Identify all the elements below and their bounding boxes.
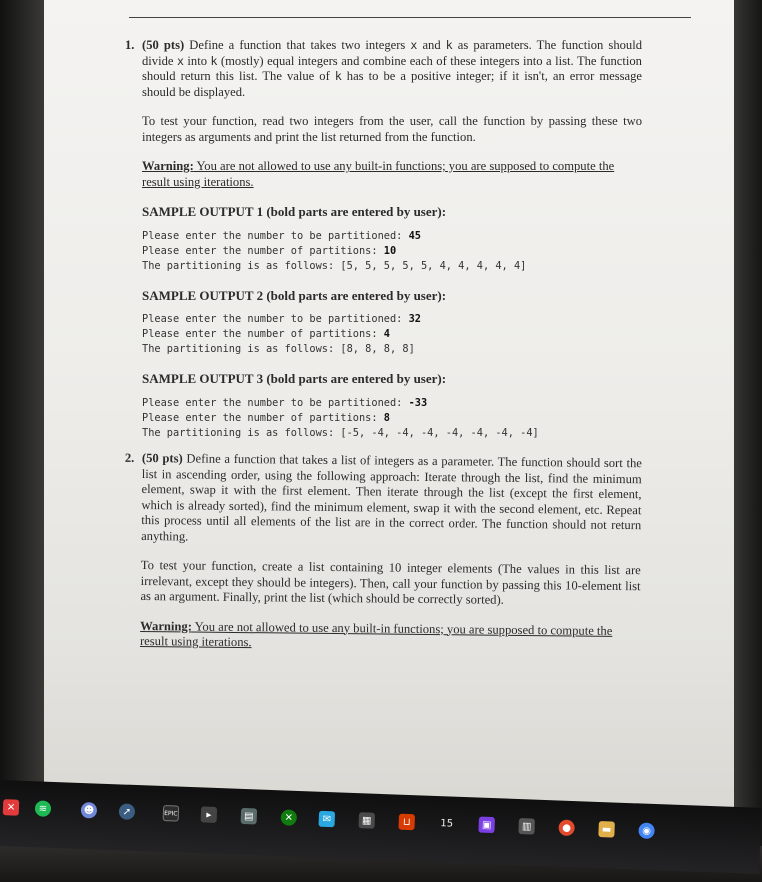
sample-output-2: Please enter the number to be partitioned: 32 Please enter the number of partitions: 4 The partitioning is as follows: [8, 8, 8, 8] [142, 313, 421, 355]
question-1-test-text: To test your function, read two integers from the user, call the function by passing these two integers as arguments and print the list returned from the function. [142, 114, 642, 144]
question-2-number: 2. [124, 450, 135, 465]
document-page [44, 0, 734, 812]
office-icon[interactable]: ⊔ [398, 814, 415, 831]
calculator-icon[interactable]: ▦ [358, 812, 375, 829]
document-content [124, 38, 643, 649]
question-2-intro: (50 pts) Define a function that takes a list of integers as a parameter. The function should sort the list in ascending order, using the following approach: Iterate through the list, find the minimum element, swap it with the first element. Then iterate through the list (except the first element, which is already sorted), find the minimum element, swap it with the second element, etc. Repeat this process until all elements of the list are in the correct order. The function should not return anything. [141, 450, 642, 543]
question-1-number: 1. [125, 38, 135, 52]
store-icon[interactable]: ▥ [518, 818, 535, 835]
header-rule [129, 17, 691, 18]
steam-icon[interactable]: ➚ [119, 803, 136, 820]
question-1-intro: (50 pts) Define a function that takes two integers x and k as parameters. The function should divide x into k (mostly) equal integers and combine each of these integers into a list. The function should return this list. The value of k has to be a positive integer; if it isn't, an error message should be displayed. [142, 38, 643, 99]
monitor-bezel-left [0, 0, 46, 882]
monitor-bezel-right [730, 0, 762, 882]
folder-icon[interactable]: ▬ [598, 821, 615, 838]
sample-output-3-title: SAMPLE OUTPUT 3 (bold parts are entered by user): [142, 371, 447, 386]
sample-output-1-title: SAMPLE OUTPUT 1 (bold parts are entered by user): [142, 204, 447, 219]
question-2 [124, 450, 642, 655]
sample-output-1: Please enter the number to be partitioned: 45 Please enter the number of partitions: 10 The partitioning is as follows: [5, 5, 5, 5, 5, 4, 4, 4, 4, 4] [142, 229, 527, 272]
question-2-warning: Warning: You are not allowed to use any built-in functions; you are supposed to compute the result using iterations. [139, 617, 613, 649]
epic-games-icon[interactable]: EPIC [163, 805, 180, 822]
code-icon[interactable]: ▸ [201, 806, 218, 823]
counter-icon[interactable]: 15 [440, 817, 454, 830]
question-1-warning: Warning: You are not allowed to use any built-in functions; you are supposed to compute the result using iterations. [142, 159, 615, 189]
photos-icon[interactable]: ▣ [478, 817, 495, 834]
red-app-icon[interactable]: ● [558, 820, 575, 837]
xbox-icon[interactable]: ✕ [281, 809, 298, 826]
sample-output-3: Please enter the number to be partitioned: -33 Please enter the number of partitions: 8 The partitioning is as follows: [-5, -4, -4, -4, -4, -4, -4, -4] [142, 396, 539, 439]
question-2-test-text: To test your function, create a list containing 10 integer elements (The values in this list are irrelevant, except they should be integers). Then, call your function by passing this 10-element list as an argument. Finally, print the list (which should be correctly sorted). [140, 557, 641, 607]
discord-icon[interactable]: ☻ [81, 802, 98, 819]
notes-icon[interactable]: ▤ [241, 808, 258, 825]
sample-output-2-title: SAMPLE OUTPUT 2 (bold parts are entered by user): [142, 287, 447, 303]
spotify-icon[interactable]: ≋ [35, 800, 52, 817]
x-app-icon[interactable]: ✕ [3, 799, 20, 816]
mail-icon[interactable]: ✉ [319, 811, 336, 828]
question-1 [125, 38, 643, 441]
chrome-icon[interactable]: ◉ [638, 822, 655, 839]
